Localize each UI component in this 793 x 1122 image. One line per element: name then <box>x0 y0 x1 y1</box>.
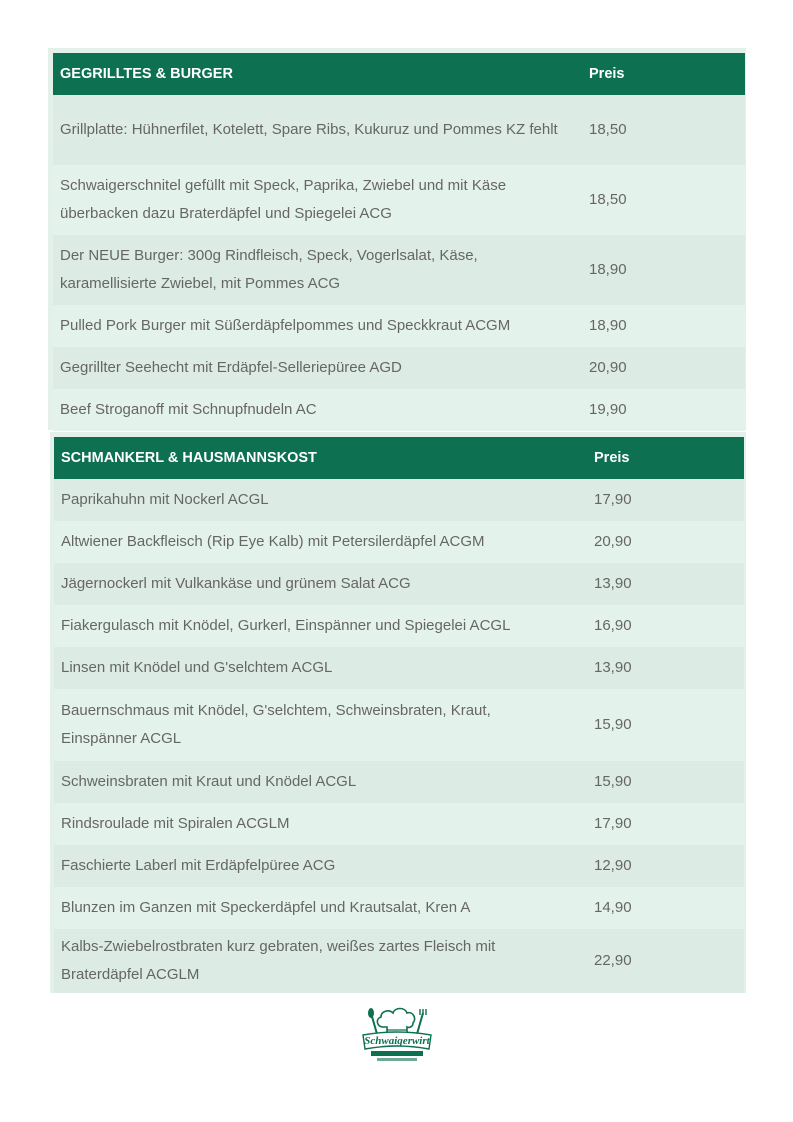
menu-item-row <box>53 165 745 235</box>
menu-item-name: Grillplatte: Hühnerfilet, Kotelett, Spare Ribs, Kukuruz und Pommes KZ fehlt <box>60 121 558 138</box>
menu-item-price: 15,90 <box>594 773 632 790</box>
logo-wordmark: Schwaigerwirt <box>364 1035 430 1047</box>
menu-item-name: Linsen mit Knödel und G'selchtem ACGL <box>61 659 333 676</box>
menu-item-price: 13,90 <box>594 659 632 676</box>
schwaigerwirt-logo-icon <box>357 1005 437 1065</box>
menu-item-name: Faschierte Laberl mit Erdäpfelpüree ACG <box>61 857 336 874</box>
menu-item-name: Rindsroulade mit Spiralen ACGLM <box>61 815 290 832</box>
menu-item-row <box>53 235 745 305</box>
menu-item-name: Schwaigerschnitel gefüllt mit Speck, Paprika, Zwiebel und mit Käse überbacken dazu Braterdäpfel und Spiegelei ACG <box>60 177 507 222</box>
menu-item-name: Paprikahuhn mit Nockerl ACGL <box>61 491 269 508</box>
menu-item-name: Blunzen im Ganzen mit Speckerdäpfel und Krautsalat, Kren A <box>61 899 471 916</box>
menu-item-row <box>54 761 744 803</box>
menu-item-row <box>54 689 744 761</box>
section-title: SCHMANKERL & HAUSMANNSKOST <box>61 450 317 466</box>
menu-item-row <box>54 521 744 563</box>
section-title: GEGRILLTES & BURGER <box>60 66 233 82</box>
menu-item-row <box>54 887 744 929</box>
menu-item-name: Jägernockerl mit Vulkankäse und grünem Salat ACG <box>61 575 411 592</box>
menu-item-name: Schweinsbraten mit Kraut und Knödel ACGL <box>61 773 357 790</box>
menu-item-row <box>53 305 745 347</box>
menu-item-price: 18,50 <box>589 121 627 138</box>
price-column-header: Preis <box>594 450 630 466</box>
menu-item-name: Kalbs-Zwiebelrostbraten kurz gebraten, weißes zartes Fleisch mit Braterdäpfel ACGLM <box>61 938 496 983</box>
menu-item-price: 16,90 <box>594 617 632 634</box>
menu-item-row <box>54 563 744 605</box>
menu-item-row <box>54 845 744 887</box>
menu-item-row <box>54 929 744 993</box>
menu-item-name: Altwiener Backfleisch (Rip Eye Kalb) mit Petersilerdäpfel ACGM <box>61 533 485 550</box>
menu-item-row <box>54 605 744 647</box>
menu-item-price: 20,90 <box>594 533 632 550</box>
menu-item-name: Fiakergulasch mit Knödel, Gurkerl, Einspänner und Spiegelei ACGL <box>61 617 511 634</box>
menu-item-price: 13,90 <box>594 575 632 592</box>
menu-item-price: 15,90 <box>594 716 632 733</box>
menu-item-name: Beef Stroganoff mit Schnupfnudeln AC <box>60 401 317 418</box>
menu-item-price: 17,90 <box>594 491 632 508</box>
menu-item-price: 18,50 <box>589 191 627 208</box>
menu-item-row <box>53 389 745 431</box>
menu-item-price: 12,90 <box>594 857 632 874</box>
menu-item-price: 20,90 <box>589 359 627 376</box>
menu-item-price: 18,90 <box>589 261 627 278</box>
menu-item-price: 18,90 <box>589 317 627 334</box>
menu-item-price: 14,90 <box>594 899 632 916</box>
menu-item-price: 22,90 <box>594 952 632 969</box>
menu-item-price: 19,90 <box>589 401 627 418</box>
section-header <box>54 437 744 479</box>
menu-item-row <box>54 479 744 521</box>
menu-item-row <box>53 95 745 165</box>
section-header <box>53 53 745 95</box>
menu-item-row <box>54 647 744 689</box>
menu-item-row <box>54 803 744 845</box>
menu-item-price: 17,90 <box>594 815 632 832</box>
price-column-header: Preis <box>589 66 625 82</box>
menu-item-name: Bauernschmaus mit Knödel, G'selchtem, Schweinsbraten, Kraut, Einspänner ACGL <box>61 702 491 747</box>
menu-item-name: Der NEUE Burger: 300g Rindfleisch, Speck, Vogerlsalat, Käse, karamellisierte Zwiebel, mit Pommes ACG <box>60 247 478 292</box>
menu-item-row <box>53 347 745 389</box>
menu-item-name: Gegrillter Seehecht mit Erdäpfel-Selleriepüree AGD <box>60 359 402 376</box>
menu-item-name: Pulled Pork Burger mit Süßerdäpfelpommes und Speckkraut ACGM <box>60 317 511 334</box>
